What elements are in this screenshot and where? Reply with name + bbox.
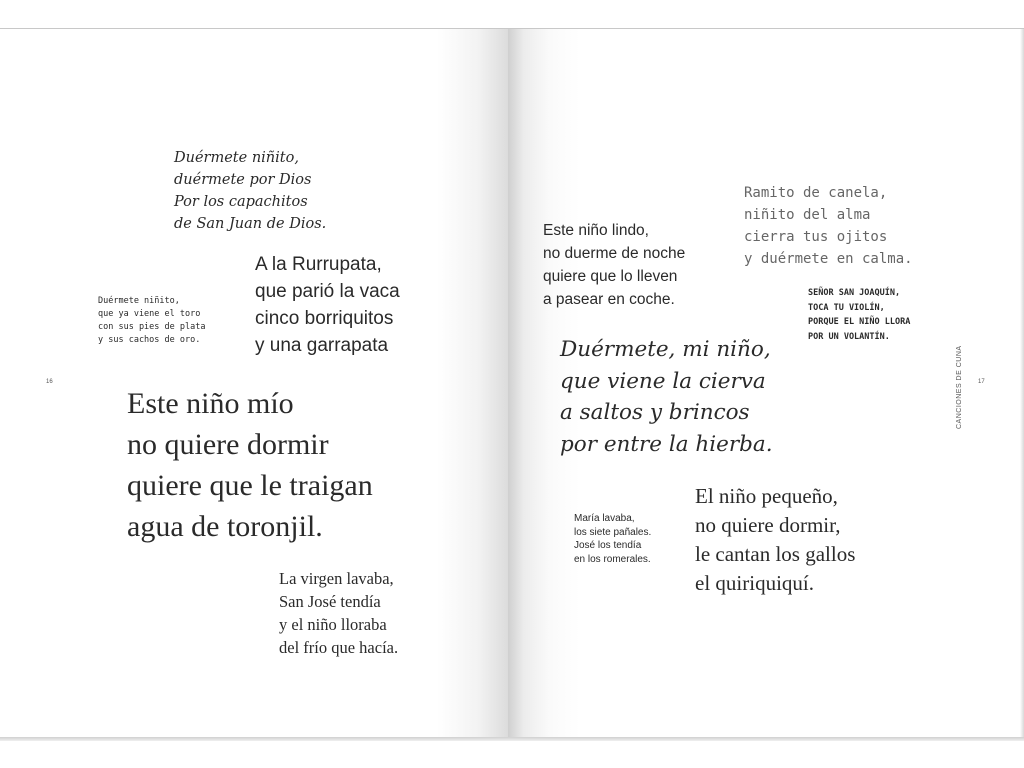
poem-duermete-ninito-dios: Duérmete niñito, duérmete por Dios Por los capachitos de San Juan de Dios. bbox=[174, 150, 327, 232]
folio-right: 17 bbox=[978, 379, 985, 385]
folio-left: 16 bbox=[46, 379, 53, 385]
poem-virgen-lavaba: La virgen lavaba, San José tendía y el niño lloraba del frío que hacía. bbox=[279, 569, 399, 657]
poem-maria-lavaba: María lavaba, los siete pañales. José los tendía en los romerales. bbox=[574, 513, 652, 565]
poem-duermete-ninito-toro: Duérmete niñito, que ya viene el toro con sus pies de plata y sus cachos de oro. bbox=[98, 296, 206, 345]
poem-senor-san-joaquin: SEÑOR SAN JOAQUÍN, TOCA TU VIOLÍN, PORQUE EL NIÑO LLORA POR UN VOLANTÍN. bbox=[808, 288, 911, 342]
poem-este-nino-mio: Este niño mío no quiere dormir quiere que le traigan agua de toronjil. bbox=[127, 387, 373, 543]
book-spread bbox=[0, 28, 1024, 740]
poem-rurrupata: A la Rurrupata, que parió la vaca cinco borriquitos y una garrapata bbox=[255, 254, 400, 356]
poem-duermete-mi-nino: Duérmete, mi niño, que viene la cierva a saltos y brincos por entre la hierba. bbox=[560, 337, 773, 457]
poem-nino-pequeno: El niño pequeño, no quiere dormir, le cantan los gallos el quiriquiquí. bbox=[695, 484, 856, 595]
left-page bbox=[0, 28, 508, 739]
poem-ramito-canela: Ramito de canela, niñito del alma cierra tus ojitos y duérmete en calma. bbox=[744, 185, 913, 267]
poem-este-nino-lindo: Este niño lindo, no duerme de noche quiere que lo lleven a pasear en coche. bbox=[543, 222, 686, 308]
running-head: CANCIONES DE CUNA bbox=[956, 345, 963, 429]
right-page bbox=[508, 28, 1024, 739]
book-bottom-edge bbox=[0, 737, 1024, 741]
